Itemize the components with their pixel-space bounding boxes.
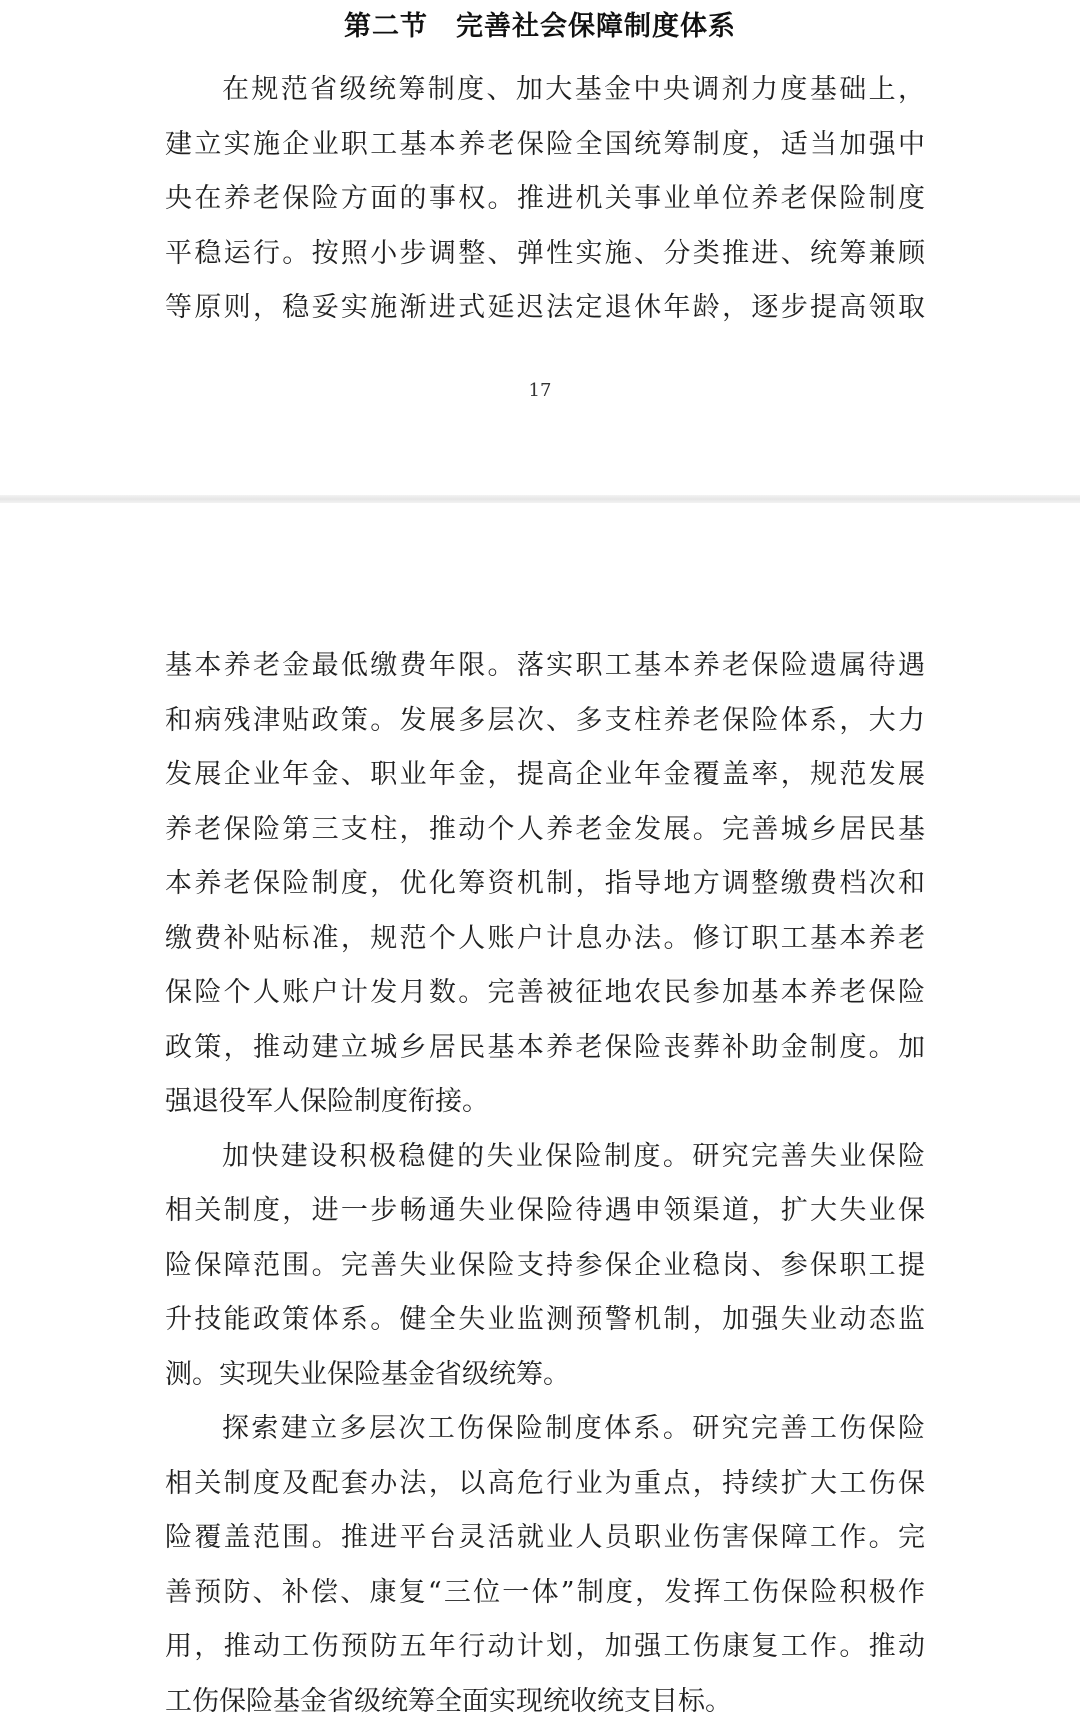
section-label: 第二节: [344, 11, 428, 42]
text-line: 发展企业年金、职业年金，提高企业年金覆盖率，规范发展: [165, 759, 925, 790]
text-line: 相关制度，进一步畅通失业保险待遇申领渠道，扩大失业保: [165, 1195, 925, 1226]
section-title: 完善社会保障制度体系: [456, 11, 736, 42]
text-line: 强退役军人保险制度衔接。: [165, 1086, 489, 1117]
text-line: 建立实施企业职工基本养老保险全国统筹制度，适当加强中: [165, 128, 925, 160]
text-line: 善预防、补偿、康复“三位一体”制度，发挥工伤保险积极作: [165, 1576, 925, 1608]
text-line: 测。实现失业保险基金省级统筹。: [165, 1358, 570, 1390]
paragraph-pension-continued: [165, 639, 925, 1729]
text-line: 平稳运行。按照小步调整、弹性实施、分类推进、统筹兼顾: [165, 237, 925, 269]
text-line: 险保障范围。完善失业保险支持参保企业稳岗、参保职工提: [165, 1249, 925, 1281]
text-line: 险覆盖范围。推进平台灵活就业人员职业伤害保障工作。完: [165, 1522, 925, 1553]
text-line: 相关制度及配套办法，以高危行业为重点，持续扩大工伤保: [165, 1467, 925, 1499]
paragraph-pension-national-pooling: [165, 63, 925, 336]
section-heading: [0, 4, 1080, 43]
text-line: 央在养老保险方面的事权。推进机关事业单位养老保险制度: [165, 183, 925, 214]
text-line: 在规范省级统筹制度、加大基金中央调剂力度基础上，: [222, 74, 925, 105]
text-line: 政策，推动建立城乡居民基本养老保险丧葬补助金制度。加: [165, 1031, 925, 1063]
text-line: 工伤保险基金省级统筹全面实现统收统支目标。: [165, 1685, 732, 1717]
document-page-17: [0, 0, 1080, 495]
text-line: 用，推动工伤预防五年行动计划，加强工伤康复工作。推动: [165, 1631, 925, 1662]
text-line: 本养老保险制度，优化筹资机制，指导地方调整缴费档次和: [165, 868, 925, 899]
document-page-18: [0, 503, 1080, 1730]
text-line: 养老保险第三支柱，推动个人养老金发展。完善城乡居民基: [165, 813, 925, 845]
text-line: 和病残津贴政策。发展多层次、多支柱养老保险体系，大力: [165, 704, 925, 736]
page-number: 17: [528, 380, 552, 401]
text-line: 升技能政策体系。健全失业监测预警机制，加强失业动态监: [165, 1304, 925, 1335]
text-line: 等原则，稳妥实施渐进式延迟法定退休年龄，逐步提高领取: [165, 292, 925, 323]
text-line: 缴费补贴标准，规范个人账户计息办法。修订职工基本养老: [165, 922, 925, 954]
text-line: 加快建设积极稳健的失业保险制度。研究完善失业保险: [222, 1140, 925, 1172]
text-line: 基本养老金最低缴费年限。落实职工基本养老保险遗属待遇: [165, 650, 925, 681]
page-separator: [0, 495, 1080, 503]
text-line: 保险个人账户计发月数。完善被征地农民参加基本养老保险: [165, 977, 925, 1008]
text-line: 探索建立多层次工伤保险制度体系。研究完善工伤保险: [222, 1413, 925, 1444]
